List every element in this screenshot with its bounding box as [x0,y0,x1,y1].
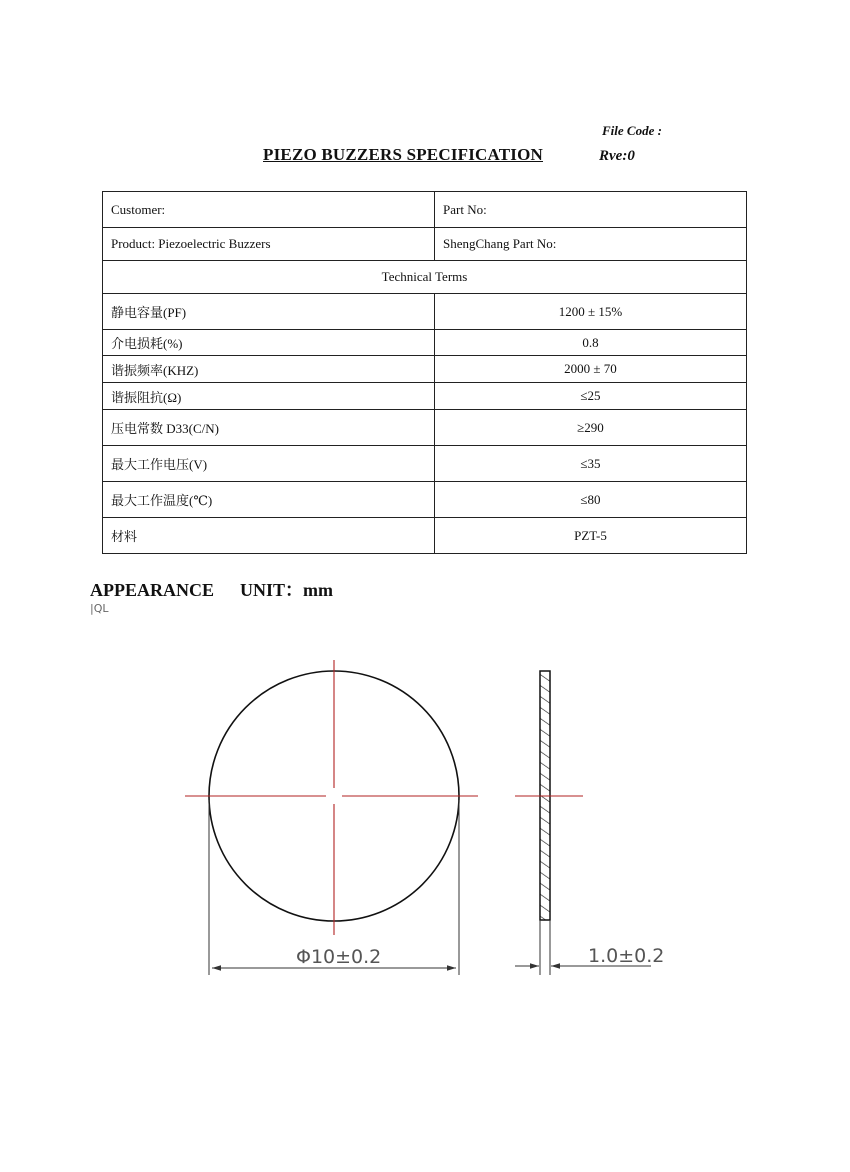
part-no-cell: Part No: [435,192,747,228]
term-cell: 静电容量(PF) [103,294,435,330]
value-cell: ≤80 [435,482,747,518]
product-cell: Product: Piezoelectric Buzzers [103,228,435,261]
appearance-title: APPEARANCE [90,580,214,600]
file-code-label: File Code : [602,123,662,138]
term-cell: 谐振阻抗(Ω) [103,383,435,410]
term-cell: 压电常数 D33(C/N) [103,410,435,446]
value-cell: ≥290 [435,410,747,446]
shengchang-part-cell: ShengChang Part No: [435,228,747,261]
value-cell: 1200 ± 15% [435,294,747,330]
technical-terms-heading: Technical Terms [103,261,747,294]
value-cell: ≤35 [435,446,747,482]
term-cell: 最大工作电压(V) [103,446,435,482]
insert-marker: |QL [90,602,109,615]
value-cell: 2000 ± 70 [435,356,747,383]
diameter-label: Φ10±0.2 [296,946,382,968]
value-cell: PZT-5 [435,518,747,554]
term-cell: 最大工作温度(℃) [103,482,435,518]
term-cell: 介电损耗(%) [103,330,435,356]
revision-label: Rve:0 [599,148,635,164]
unit-label: UNIT：mm [240,580,333,600]
term-cell: 材料 [103,518,435,554]
value-cell: ≤25 [435,383,747,410]
term-cell: 谐振频率(KHZ) [103,356,435,383]
disc-centerlines [185,660,478,935]
value-cell: 0.8 [435,330,747,356]
thickness-label: 1.0±0.2 [588,945,665,967]
document-title: PIEZO BUZZERS SPECIFICATION [263,145,543,164]
customer-cell: Customer: [103,192,435,228]
